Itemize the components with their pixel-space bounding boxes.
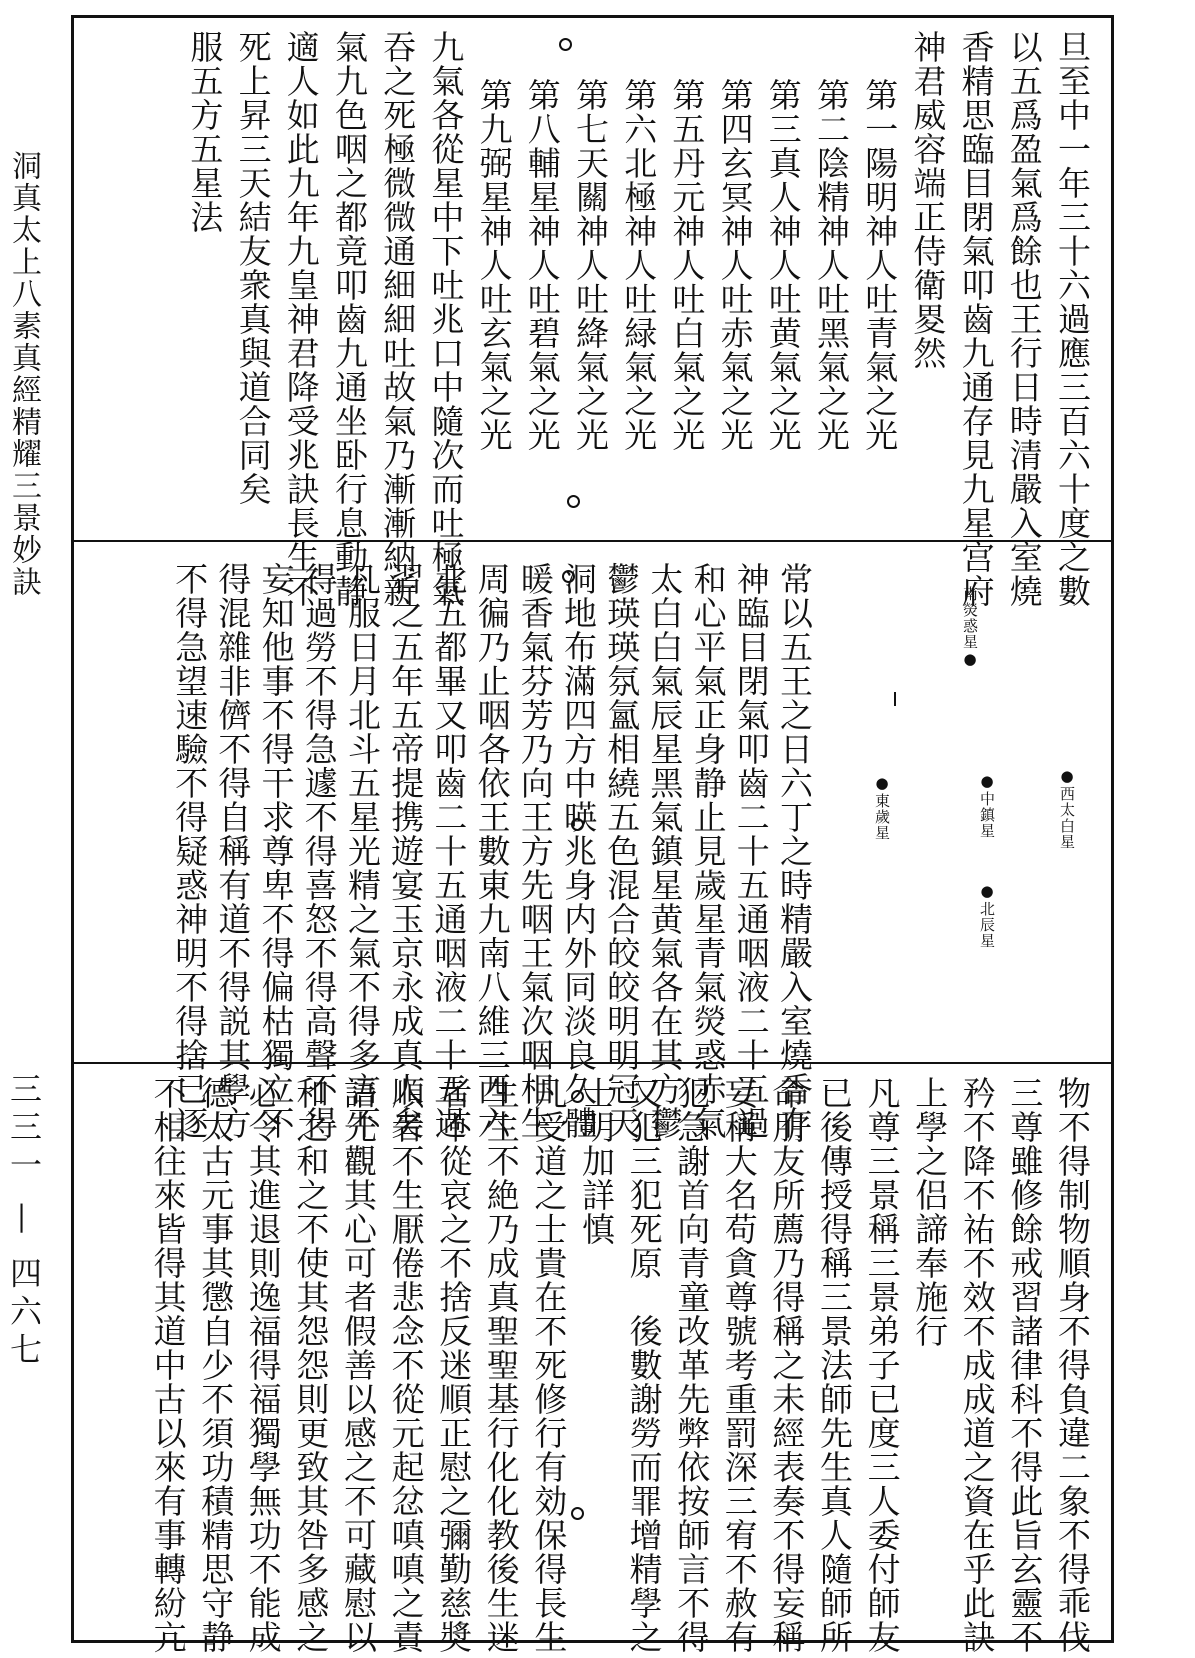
book-title: 洞真太上八素真經精耀三景妙訣 (6, 150, 41, 598)
text-column: 得混雜非儕不得自稱有道不得説其學方 (213, 562, 253, 1140)
panel-bottom (74, 1064, 1111, 1654)
punctuation-circle (562, 570, 575, 583)
note-north-star: ●北辰星 (978, 882, 996, 949)
text-column: 和之和之不使其怨怨則更致其咎多感之 (291, 1076, 331, 1654)
text-column: 第二陰精神人吐黑氣之光 (812, 78, 851, 452)
text-column: 洞地布滿四方中暎兆身内外同淡良久體 (559, 562, 598, 1140)
text-column: 九氣各從星中下吐兆口中隨次而吐極氣 (426, 30, 466, 608)
text-column: 吞之死極微微通細細吐故氣乃漸漸納新 (378, 30, 418, 608)
page-frame (71, 15, 1114, 1654)
text-column: 凡受道之士貴在不死修行有効保得長生 (529, 1076, 569, 1654)
punctuation-circle (571, 1090, 584, 1103)
text-column: 不得急望速驗不得疑惑神明不得捨已逐 (170, 562, 210, 1140)
text-column: 語先觀其心可者假善以感之不可藏慰以 (339, 1076, 378, 1654)
text-column: 生生不絶乃成真聖聖基行化化教後生迷 (481, 1076, 521, 1654)
text-column: 矜不降不祐不效不成成道之資在乎此訣 (957, 1076, 997, 1654)
text-column: 第九弼星神人吐玄氣之光 (474, 78, 514, 452)
panel-middle (74, 542, 1111, 1140)
note-south-star: 南熒惑星● (961, 586, 979, 669)
text-column: 和心平氣正身静止見歲星青氣熒惑赤氣 (688, 562, 728, 1140)
text-column: 第八輔星神人吐碧氣之光 (522, 78, 562, 452)
text-column: 妄稱大名苟貪尊號考重罰深三宥不赦有 (719, 1076, 759, 1654)
text-column: 北五都畢又叩齒二十五通咽液二十五過 (429, 562, 469, 1140)
text-column: 德太古元事其懲自少不須功積精思守静 (196, 1076, 236, 1654)
text-column: 死上昇三天結友衆真與道合同矣 (233, 30, 273, 506)
panel-top (74, 18, 1111, 608)
text-column: 第三真人神人吐黄氣之光 (763, 78, 803, 452)
punctuation-circle (567, 495, 580, 508)
page-number: 三三一 — 四六七 (5, 1072, 43, 1371)
text-column: 得過勞不得急遽不得喜怒不得高聲不得 (299, 562, 339, 1140)
text-column: 第六北極神人吐緑氣之光 (619, 78, 659, 452)
text-column: 鬱瑛瑛氛氳相繞五色混合皎皎明明冠天 (602, 562, 642, 1140)
text-column: 第五丹元神人吐白氣之光 (667, 78, 707, 452)
note-east-star: ●東歲星 (873, 774, 891, 841)
text-column: 者不從哀之不捨反迷順正慰之彌勤慈奬 (434, 1076, 474, 1654)
text-column: 神臨目閉氣叩齒二十五通咽液二十五過 (731, 562, 771, 1140)
text-column: 凡服日月北斗五星光精之氣不得多言不 (343, 562, 382, 1140)
punctuation-circle (571, 818, 584, 831)
text-column: 順者不生厭倦悲念不從元起忿嗔嗔之責 (386, 1076, 426, 1654)
text-column: 三尊雖修餘戒習諸律科不得此旨玄靈不 (1005, 1076, 1045, 1654)
text-column: 不相往來皆得其道中古以來有事轉紛亢 (148, 1076, 188, 1654)
text-column: 物不得制物順身不得負違二象不得乖伐 (1053, 1076, 1092, 1654)
text-column: 上學之侣諦奉施行 (910, 1076, 950, 1348)
text-column: 太白白氣辰星黑氣鎮星黄氣各在其方鬱 (645, 562, 685, 1140)
text-column: 服五方五星法 (185, 30, 225, 234)
text-column: 第七天關神人吐絳氣之光 (571, 78, 610, 452)
text-column: 第四玄冥神人吐赤氣之光 (715, 78, 755, 452)
text-column: 必令其進退則逸福得福獨學無功不能成 (243, 1076, 283, 1654)
text-column: 已後傳授得稱三景法師先生真人隨師所 (815, 1076, 854, 1654)
text-column: 周徧乃止咽各依王數東九南八維三西六 (472, 562, 512, 1140)
text-column: 習之五年五帝提携遊宴玉京永成真人矣 (386, 562, 426, 1140)
text-column: 以五爲盈氣爲餘也王行日時清嚴入室燒 (1004, 30, 1044, 608)
text-column: 適人如此九年九皇神君降受兆訣長生不 (281, 30, 321, 608)
note-west-star: ●西太白星 (1058, 767, 1076, 850)
text-column: 氣九色咽之都竟叩齒九通坐卧行息動静 (330, 30, 369, 608)
text-column: 命朋友所薦乃得稱之未經表奏不得妄稱 (767, 1076, 807, 1654)
text-column: 第一陽明神人吐青氣之光 (860, 78, 900, 452)
text-column: 旦至中一年三十六過應三百六十度之數 (1053, 30, 1092, 608)
text-column: 常以五王之日六丁之時精嚴入室燒香存 (775, 562, 814, 1140)
divider-tick (894, 692, 896, 706)
text-column: 犯急謝首向青童改革先弊依按師言不得 (672, 1076, 712, 1654)
text-column: 凡尊三景稱三景弟子已度三人委付師友 (862, 1076, 902, 1654)
note-center-star: ●中鎮星 (978, 772, 996, 839)
text-column: 暖香氣芬芳乃向王方先咽王氣次咽相生 (515, 562, 555, 1140)
punctuation-circle (559, 38, 572, 51)
text-column: 士明加詳慎 (577, 1076, 616, 1246)
text-column: 神君威容端正侍衛畟然 (908, 30, 948, 370)
punctuation-circle (571, 1507, 584, 1520)
text-column: 又犯三犯死原 後數謝勞而罪增精學之 (624, 1076, 664, 1654)
text-column: 香精思臨目閉氣叩齒九通存見九星宫府 (956, 30, 996, 608)
text-column: 妄知他事不得干求尊卑不得偏枯獨立不 (256, 562, 296, 1140)
